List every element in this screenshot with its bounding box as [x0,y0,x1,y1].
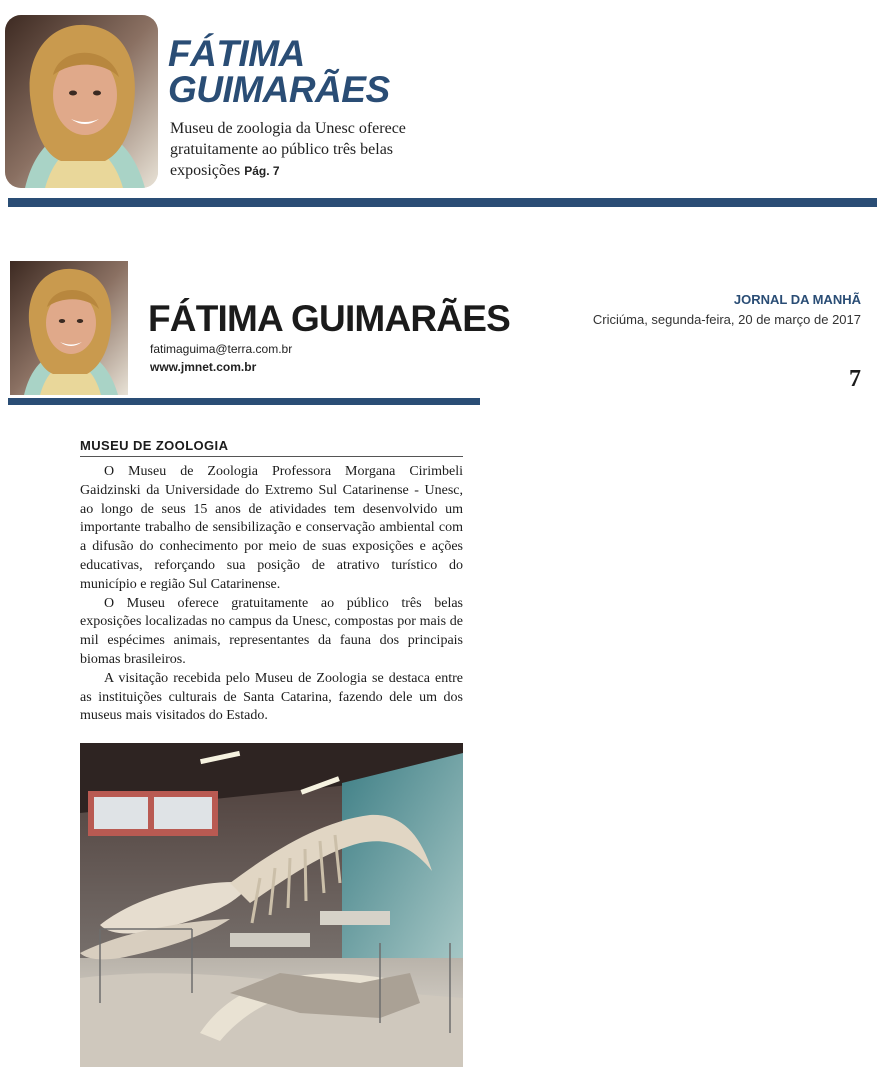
author-photo [5,15,158,188]
column-header-divider [8,398,480,405]
teaser-page-ref[interactable]: Pág. 7 [244,164,280,178]
page-number: 7 [849,366,861,392]
dateline: Criciúma, segunda-feira, 20 de março de 2017 [592,312,861,327]
teaser-name-line1: FÁTIMA [168,33,305,74]
column-email[interactable]: fatimaguima@terra.com.br [150,342,293,356]
teaser-headline-text: Museu de zoologia da Unesc oferece gratuitamente ao público três belas exposições [170,120,406,179]
article-paragraph: A visitação recebida pelo Museu de Zoologia se destaca entre as instituições culturais de Santa Catarina, fazendo dele um dos museus mais visitados do Estado. [80,670,463,724]
article-body [80,463,463,726]
teaser-divider [8,198,877,207]
article-title-rule [80,456,463,457]
whale-skeleton-photo [80,743,463,1067]
article-paragraph: O Museu de Zoologia Professora Morgana Cirimbeli Gaidzinski da Universidade do Extremo Sul Catarinense - Unesc, ao longo de seus 15 anos de atividades tem desenvolvido um importante trabalho de sensibilização e conservação ambiental com a difusão do conhecimento por meio de suas exposições e ações educativas, reforçando sua posição de atrativo turístico do município e região Sul Catarinense. [80,464,463,592]
article-title: MUSEU DE ZOOLOGIA [80,438,229,453]
newspaper-name: JORNAL DA MANHÃ [733,292,861,307]
teaser-name-line2: GUIMARÃES [168,69,390,110]
teaser-headline[interactable] [170,118,420,182]
teaser-author-name [168,33,448,110]
article-paragraph: O Museu oferece gratuitamente ao público três belas exposições localizadas no campus da Unesc, compostas por mais de mil espécimes animais, representantes da fauna dos principais biomas brasileiros. [80,595,463,667]
column-author-name: FÁTIMA GUIMARÃES [148,298,510,339]
columnist-photo [10,261,128,395]
column-website[interactable]: www.jmnet.com.br [150,360,257,374]
